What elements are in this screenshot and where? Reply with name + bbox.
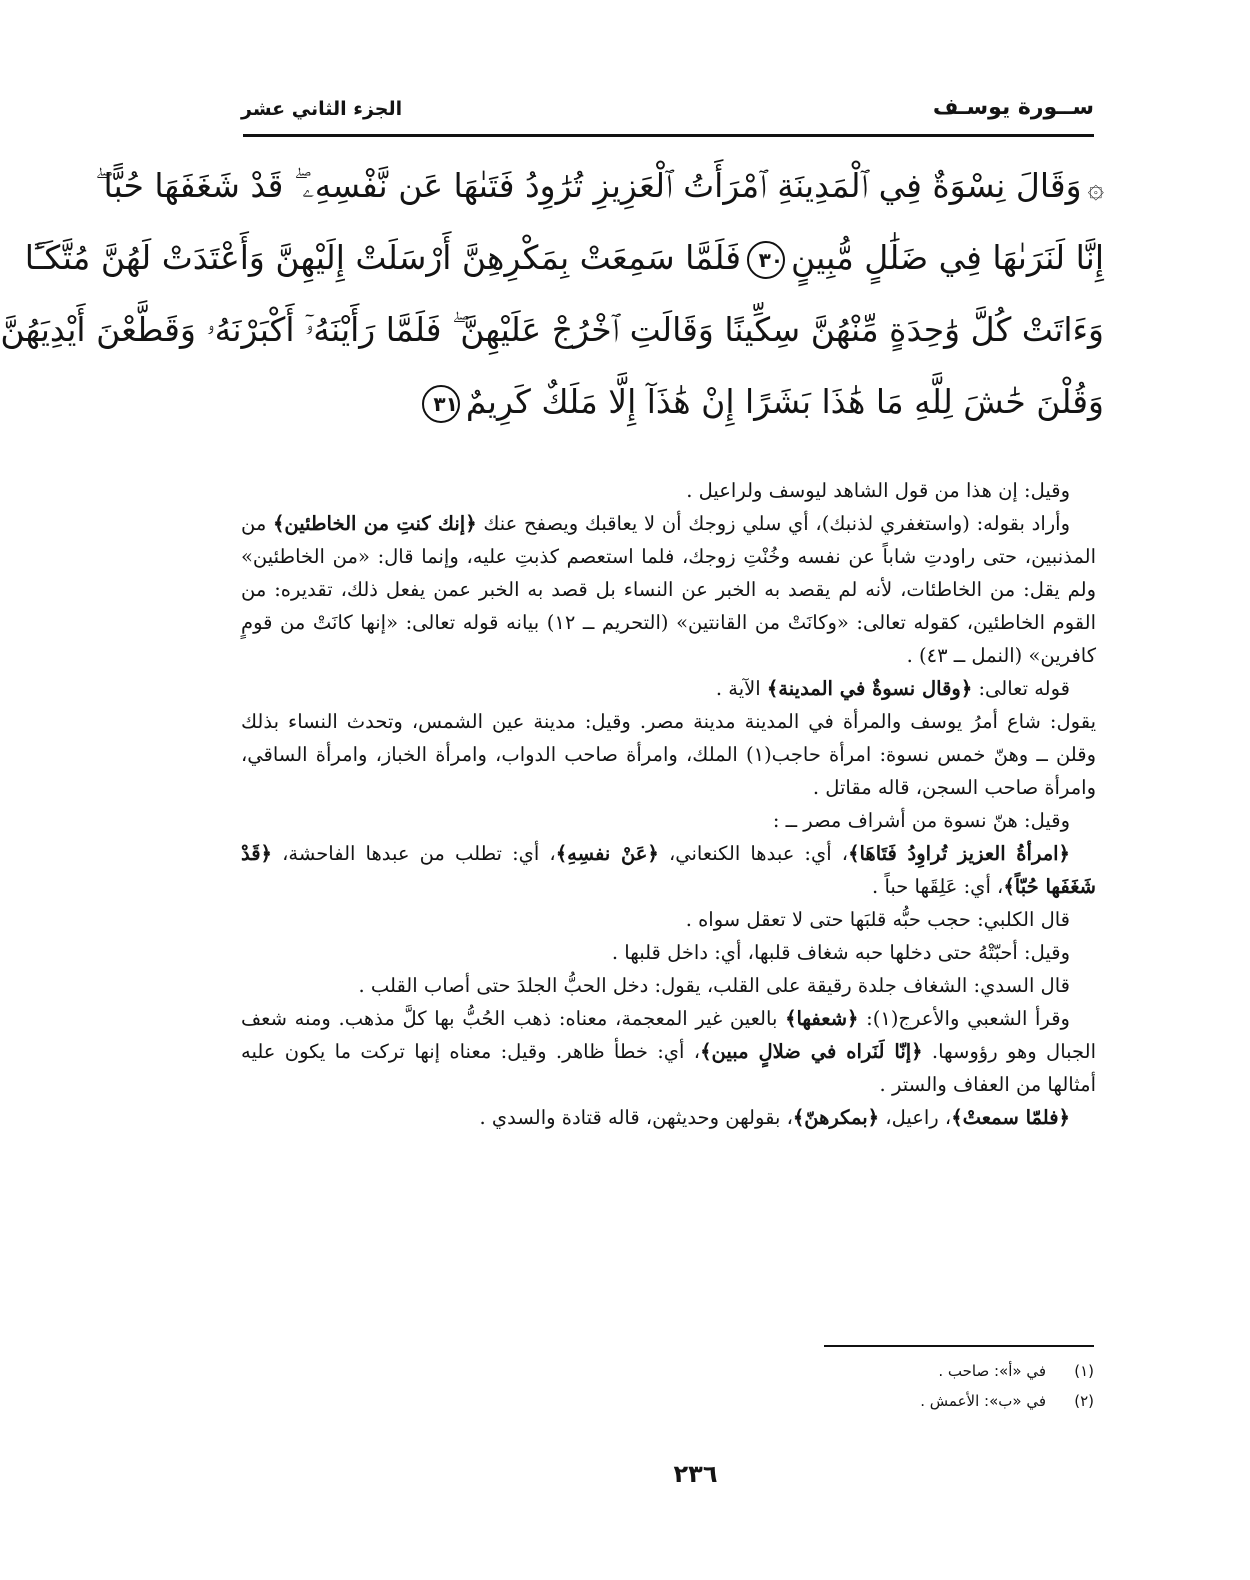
paragraph-text: وقرأ الشعبي والأعرج(١):	[858, 1007, 1070, 1030]
ayah-number-marker: ٣١	[422, 385, 460, 423]
paragraph-text: من المذنبين، حتى راودتِ شاباً عن نفسه وخُنْتِ زوجك، فلما استعصم كذبتِ عليه، وإنما قال: «من الخاطئين» ولم يقل: من الخاطئات، لأنه لم يقصد به الخبر عن النساء بل قصد به الخبر عمن يفعل ذلك، تقديره: من القوم الخاطئين، كقوله تعالى: «وكانَتْ من القانتين» (التحريم ــ ١٢) بيانه قوله تعالى: «إنها كانَتْ من قومٍ كافرين» (النمل ــ ٤٣) .	[241, 512, 1096, 667]
paragraph-text: وقيل: أحبّتْهُ حتى دخلها حبه شغاف قلبها، أي: داخل قلبها .	[611, 941, 1070, 964]
paragraph	[241, 672, 1096, 705]
quran-quote: ﴿شعفها﴾	[785, 1007, 859, 1030]
quran-quote: ﴿إنّا لَنَراه في ضلالٍ مبين﴾	[700, 1040, 923, 1063]
paragraph-text: وقيل: هنّ نسوة من أشراف مصر ــ :	[772, 809, 1070, 832]
paragraph-text: يقول: شاع أمرُ يوسف والمرأة في المدينة مدينة مصر. وقيل: مدينة عين الشمس، وتحدث النساء بذلك وقلن ــ وهنّ خمس نسوة: امرأة حاجب(١) الملك، وامرأة صاحب الدواب، وامرأة الخباز، وامرأة الساقي، وامرأة صاحب السجن، قاله مقاتل .	[241, 710, 1096, 799]
paragraph	[241, 936, 1096, 969]
header-rule	[243, 134, 1094, 137]
ayah-number-marker: ٣٠	[747, 241, 785, 279]
paragraph-text: الآية .	[715, 677, 767, 700]
page-number: ٢٣٦	[673, 1460, 718, 1488]
paragraph-text: قال السدي: الشغاف جلدة رقيقة على القلب، يقول: دخل الحبُّ الجلدَ حتى أصاب القلب .	[358, 974, 1070, 997]
quran-quote: ﴿بمكرهنّ﴾	[792, 1106, 880, 1129]
verse-text: فَلَمَّا سَمِعَتْ بِمَكْرِهِنَّ أَرْسَلَتْ إِلَيْهِنَّ وَأَعْتَدَتْ لَهُنَّ مُتَّكَـًٔا	[24, 238, 742, 277]
verse-text: وَءَاتَتْ كُلَّ وَٰحِدَةٍ مِّنْهُنَّ سِكِّينًا وَقَالَتِ ٱخْرُجْ عَلَيْهِنَّ ۖ فَلَمَّا رَأَيْنَهُۥٓ أَكْبَرْنَهُۥ وَقَطَّعْنَ أَيْدِيَهُنَّ	[0, 310, 1104, 349]
quran-quote: ﴿إنك كنتِ من الخاطئين﴾	[273, 512, 477, 535]
quran-verses	[0, 150, 1104, 438]
rub-el-hizb-icon: ۞	[1087, 170, 1104, 204]
footnote-text: في «أ»: صاحب .	[938, 1362, 1046, 1380]
paragraph	[241, 804, 1096, 837]
footnote-number: (١)	[1074, 1362, 1094, 1380]
quran-quote: ﴿قَدْ شَغَفَها حُبّاً﴾	[241, 842, 1096, 898]
verse-text: إِنَّا لَنَرَىٰهَا فِي ضَلَٰلٍ مُّبِينٍ	[791, 238, 1104, 277]
surah-title: ســورة يوسـف	[932, 95, 1094, 120]
footnote	[441, 1356, 1094, 1386]
quran-quote: ﴿فلمّا سمعتْ﴾	[951, 1106, 1070, 1129]
paragraph-text: ، راعيل،	[879, 1106, 952, 1129]
quran-quote: ﴿امرأةُ العزيز تُراوِدُ فَتَاهَا﴾	[848, 842, 1070, 865]
paragraph-text: ، أي: عبدها الكنعاني،	[658, 842, 849, 865]
paragraph	[241, 1101, 1096, 1134]
paragraph	[241, 969, 1096, 1002]
paragraph-text: ، أي: تطلب من عبدها الفاحشة،	[271, 842, 556, 865]
paragraph-text: ، بقولهن وحديثهن، قاله قتادة والسدي .	[479, 1106, 793, 1129]
paragraph	[241, 903, 1096, 936]
paragraph-text: قوله تعالى:	[972, 677, 1070, 700]
verse-line-1	[95, 150, 1104, 222]
tafsir-commentary	[241, 474, 1096, 1134]
footnote-text: في «ب»: الأعمش .	[920, 1392, 1046, 1410]
paragraph	[241, 837, 1096, 903]
running-header	[241, 86, 1094, 120]
paragraph-text: بالعين غير المعجمة، معناه: ذهب الحُبُّ بها كلَّ مذهب. ومنه شعف الجبال وهو رؤوسها.	[241, 1007, 1096, 1063]
verse-line-3	[0, 294, 1104, 366]
footnote-rule	[824, 1345, 1094, 1347]
quran-quote: ﴿وقال نسوةٌ في المدينة﴾	[766, 677, 973, 700]
paragraph	[241, 507, 1096, 672]
verse-line-2	[24, 222, 1104, 294]
footnote-number: (٢)	[1074, 1392, 1094, 1410]
footnote	[441, 1386, 1094, 1416]
paragraph-text: وقيل: إن هذا من قول الشاهد ليوسف ولراعيل .	[686, 479, 1070, 502]
paragraph-text: قال الكلبي: حجب حبُّه قلبَها حتى لا تعقل سواه .	[685, 908, 1070, 931]
verse-line-4	[241, 366, 1104, 438]
footnotes	[441, 1356, 1094, 1416]
paragraph	[241, 1002, 1096, 1101]
paragraph-text: ، أي: خطأ ظاهر. وقيل: معناه إنها تركت ما يكون عليه أمثالها من العفاف والستر .	[241, 1040, 1096, 1096]
verse-text: وَقَالَ نِسْوَةٌ فِي ٱلْمَدِينَةِ ٱمْرَأَتُ ٱلْعَزِيزِ تُرَٰوِدُ فَتَىٰهَا عَن نَّفْسِهِۦ ۖ قَدْ شَغَفَهَا حُبًّا ۖ	[95, 166, 1082, 205]
paragraph-text: ، أي: عَلِقَها حباً .	[872, 875, 1004, 898]
verse-text: وَقُلْنَ حَٰشَ لِلَّهِ مَا هَٰذَا بَشَرًا إِنْ هَٰذَآ إِلَّا مَلَكٌ كَرِيمٌ	[465, 382, 1104, 421]
paragraph-text: وأراد بقوله: (واستغفري لذنبك)، أي سلي زوجك أن لا يعاقبك ويصفح عنك	[476, 512, 1070, 535]
paragraph	[241, 474, 1096, 507]
quran-quote: ﴿عَنْ نفسِهِ﴾	[555, 842, 659, 865]
paragraph	[241, 705, 1096, 804]
juz-title: الجزء الثاني عشر	[241, 98, 403, 120]
